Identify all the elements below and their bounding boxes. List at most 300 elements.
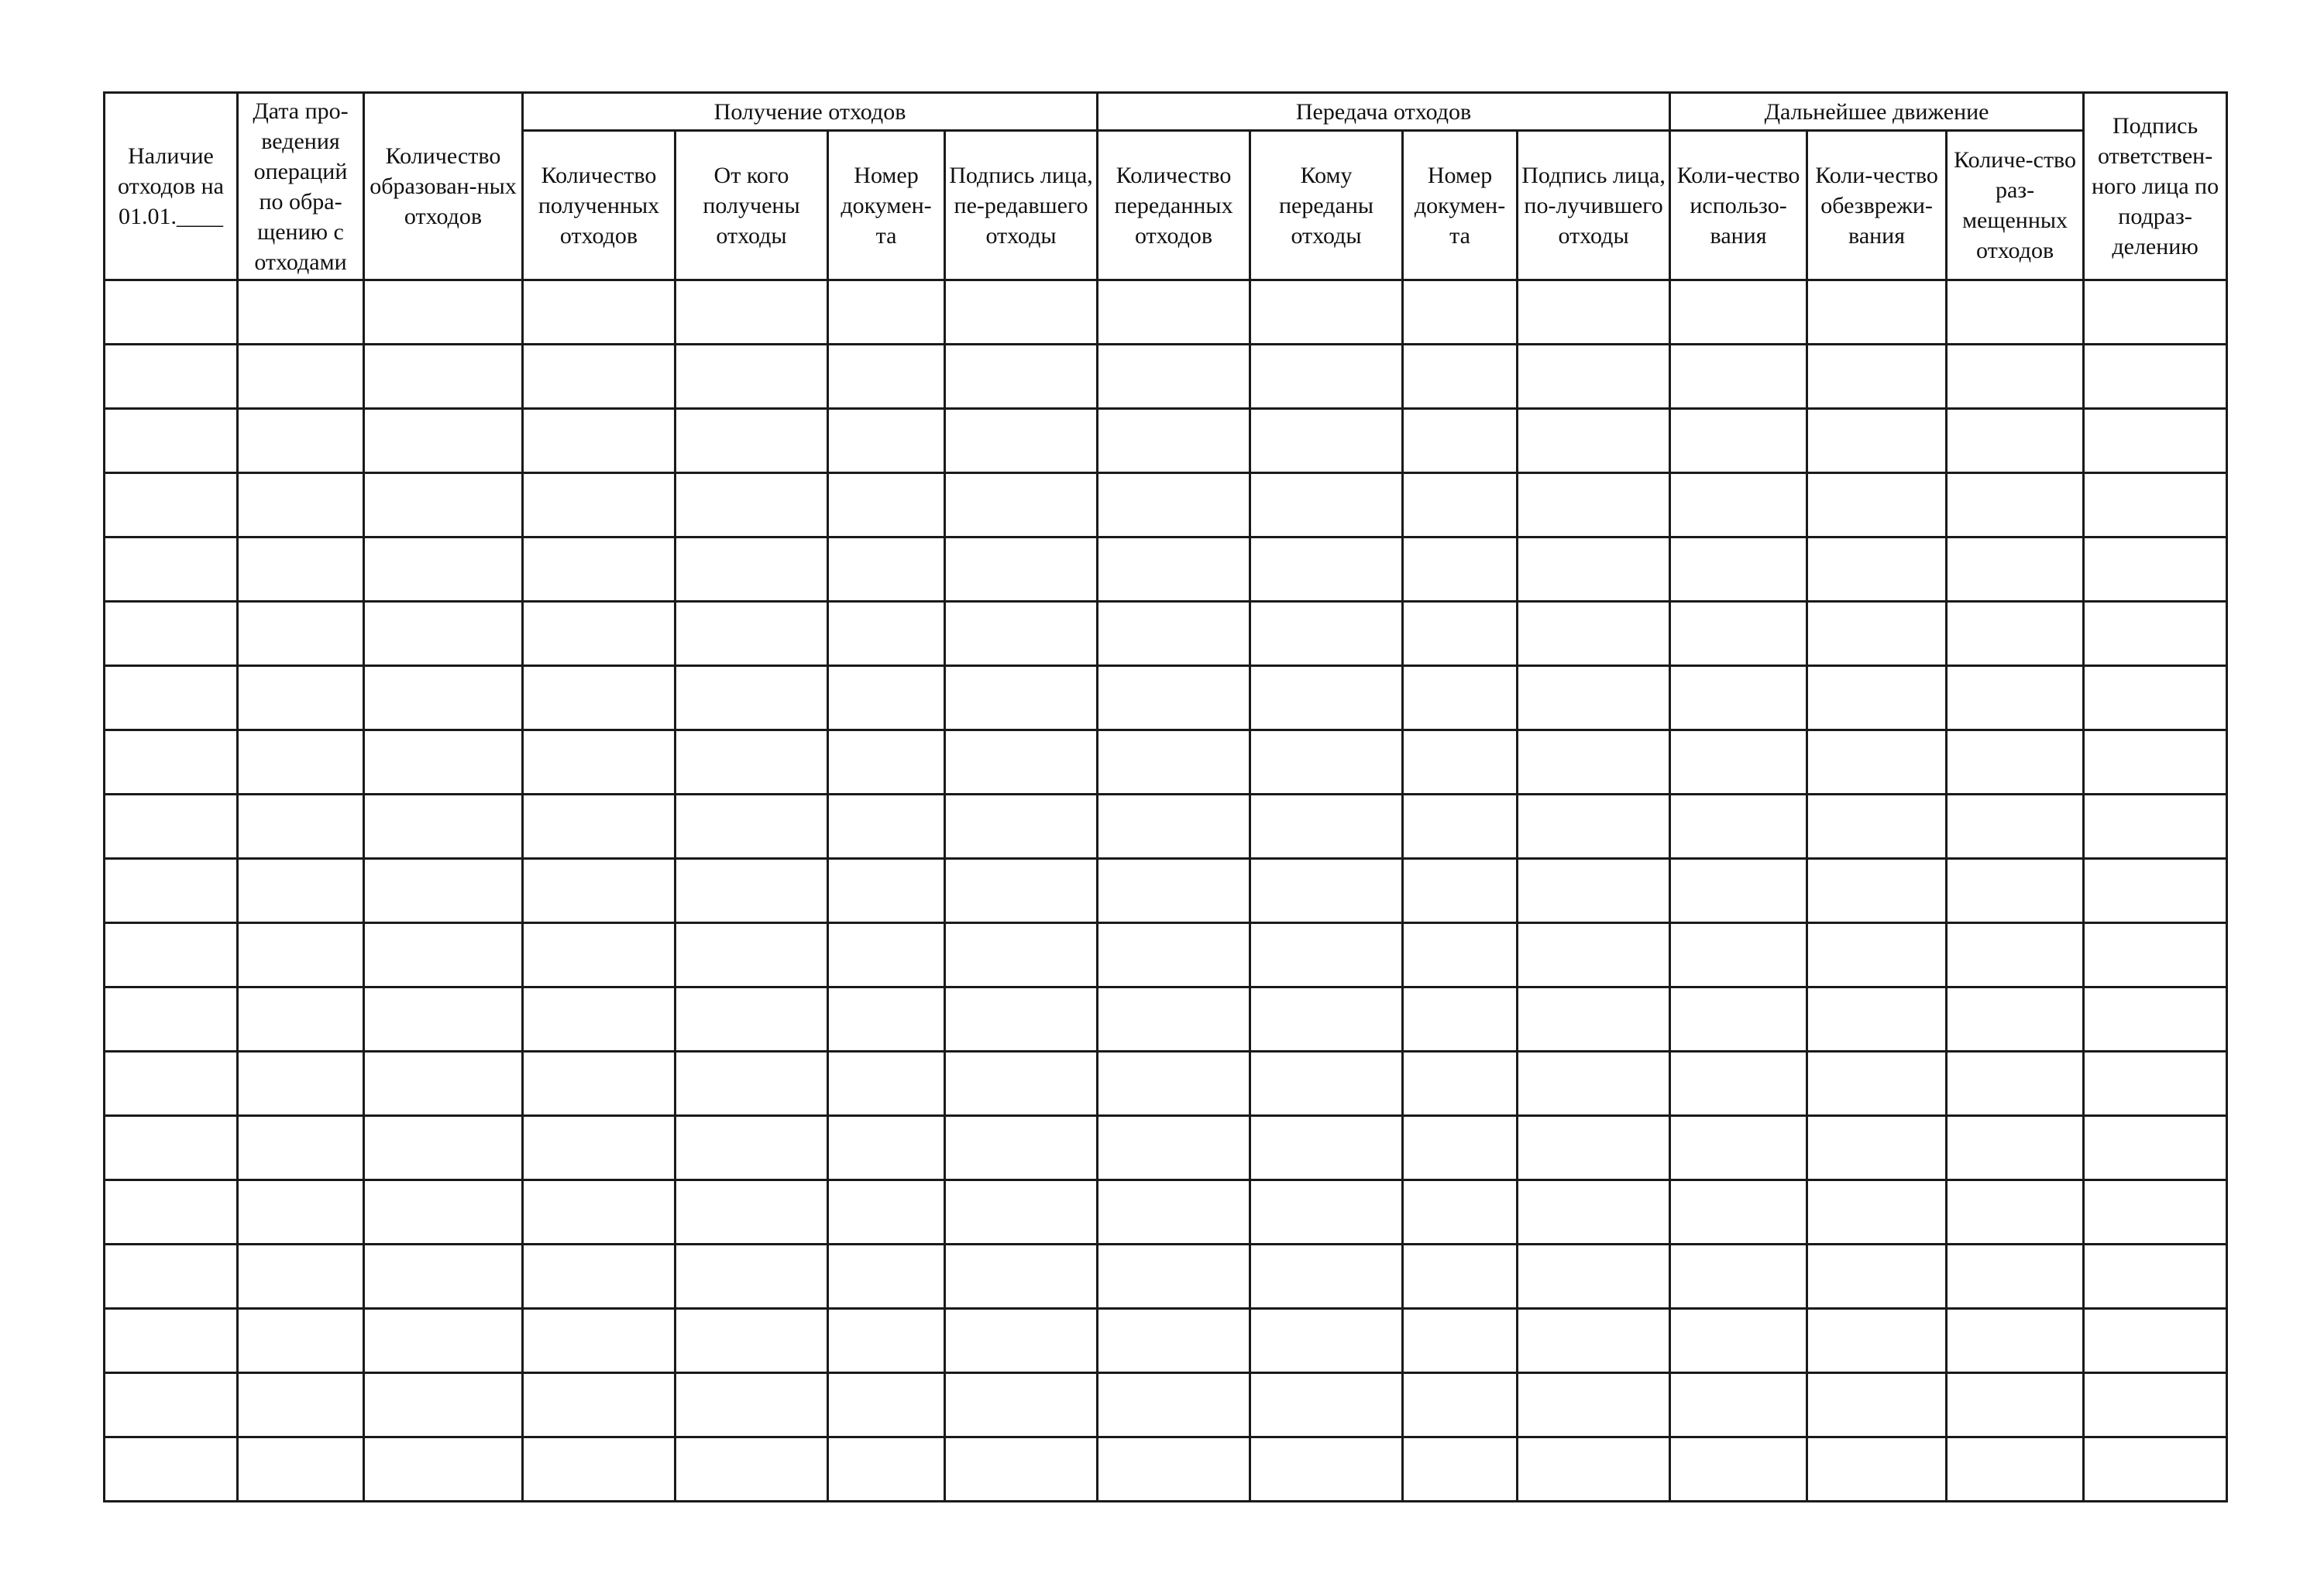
table-cell[interactable] — [1670, 602, 1807, 666]
table-cell[interactable] — [828, 859, 945, 923]
table-cell[interactable] — [1670, 345, 1807, 409]
table-cell[interactable] — [945, 987, 1098, 1052]
table-cell[interactable] — [1670, 1437, 1807, 1502]
table-cell[interactable] — [945, 666, 1098, 730]
table-cell[interactable] — [105, 795, 238, 859]
table-cell[interactable] — [1403, 602, 1518, 666]
table-cell[interactable] — [1250, 1052, 1403, 1116]
table-cell[interactable] — [1670, 1245, 1807, 1309]
table-cell[interactable] — [1518, 1180, 1670, 1245]
table-cell[interactable] — [105, 1309, 238, 1373]
table-cell[interactable] — [828, 1437, 945, 1502]
table-cell[interactable] — [1098, 1437, 1250, 1502]
table-cell[interactable] — [1670, 859, 1807, 923]
table-cell[interactable] — [1250, 280, 1403, 345]
table-cell[interactable] — [1518, 602, 1670, 666]
table-cell[interactable] — [238, 1373, 364, 1437]
table-row — [105, 1180, 2227, 1245]
table-cell[interactable] — [1807, 280, 1947, 345]
table-cell[interactable] — [1947, 666, 2084, 730]
table-cell[interactable] — [238, 923, 364, 987]
table-cell[interactable] — [523, 1437, 676, 1502]
table-cell[interactable] — [676, 1437, 828, 1502]
table-cell[interactable] — [1947, 987, 2084, 1052]
table-cell[interactable] — [1670, 1052, 1807, 1116]
table-cell[interactable] — [523, 1116, 676, 1180]
table-cell[interactable] — [1250, 1116, 1403, 1180]
table-cell[interactable] — [1670, 795, 1807, 859]
table-cell[interactable] — [105, 1180, 238, 1245]
table-cell[interactable] — [676, 987, 828, 1052]
table-cell[interactable] — [828, 1116, 945, 1180]
table-cell[interactable] — [1807, 409, 1947, 473]
table-cell[interactable] — [1518, 1437, 1670, 1502]
table-cell[interactable] — [1250, 666, 1403, 730]
table-cell[interactable] — [945, 1245, 1098, 1309]
table-cell[interactable] — [828, 730, 945, 795]
table-cell[interactable] — [2084, 987, 2227, 1052]
table-cell[interactable] — [1670, 923, 1807, 987]
table-cell[interactable] — [105, 473, 238, 537]
table-cell[interactable] — [1098, 1180, 1250, 1245]
table-cell[interactable] — [523, 1052, 676, 1116]
header-receipt-signature-label: Подпись лица, пе-редавшего отходы — [949, 162, 1093, 249]
table-cell[interactable] — [945, 409, 1098, 473]
table-cell[interactable] — [523, 602, 676, 666]
table-cell[interactable] — [1807, 537, 1947, 602]
table-cell[interactable] — [238, 537, 364, 602]
table-cell[interactable] — [828, 1309, 945, 1373]
table-cell[interactable] — [238, 987, 364, 1052]
table-cell[interactable] — [238, 345, 364, 409]
table-cell[interactable] — [1518, 730, 1670, 795]
table-cell[interactable] — [523, 795, 676, 859]
table-cell[interactable] — [2084, 923, 2227, 987]
table-cell[interactable] — [1670, 1116, 1807, 1180]
table-cell[interactable] — [1098, 795, 1250, 859]
table-cell[interactable] — [1098, 923, 1250, 987]
table-cell[interactable] — [238, 409, 364, 473]
table-cell[interactable] — [1098, 473, 1250, 537]
table-cell[interactable] — [364, 1116, 523, 1180]
table-cell[interactable] — [364, 473, 523, 537]
header-balance-label: Наличие отходов на 01.01.____ — [117, 143, 224, 229]
table-cell[interactable] — [1518, 859, 1670, 923]
table-cell[interactable] — [1403, 345, 1518, 409]
table-cell[interactable] — [1807, 987, 1947, 1052]
table-cell[interactable] — [676, 666, 828, 730]
table-cell[interactable] — [1670, 1180, 1807, 1245]
table-cell[interactable] — [1947, 280, 2084, 345]
table-cell[interactable] — [1670, 987, 1807, 1052]
table-cell[interactable] — [1670, 1373, 1807, 1437]
table-cell[interactable] — [1518, 409, 1670, 473]
table-cell[interactable] — [1403, 1116, 1518, 1180]
table-cell[interactable] — [2084, 795, 2227, 859]
table-cell[interactable] — [1947, 345, 2084, 409]
table-cell[interactable] — [364, 280, 523, 345]
table-cell[interactable] — [828, 280, 945, 345]
table-cell[interactable] — [523, 923, 676, 987]
table-cell[interactable] — [1670, 537, 1807, 602]
table-cell[interactable] — [1518, 280, 1670, 345]
table-cell[interactable] — [238, 1437, 364, 1502]
table-cell[interactable] — [1250, 1373, 1403, 1437]
table-cell[interactable] — [364, 409, 523, 473]
table-cell[interactable] — [1947, 473, 2084, 537]
table-cell[interactable] — [1098, 602, 1250, 666]
table-cell[interactable] — [523, 280, 676, 345]
table-cell[interactable] — [523, 1180, 676, 1245]
table-cell[interactable] — [238, 1309, 364, 1373]
table-cell[interactable] — [2084, 473, 2227, 537]
table-cell[interactable] — [1250, 923, 1403, 987]
table-cell[interactable] — [828, 1180, 945, 1245]
table-cell[interactable] — [945, 859, 1098, 923]
table-cell[interactable] — [1250, 1309, 1403, 1373]
table-cell[interactable] — [676, 923, 828, 987]
table-cell[interactable] — [676, 1180, 828, 1245]
table-cell[interactable] — [238, 859, 364, 923]
table-cell[interactable] — [364, 1052, 523, 1116]
table-cell[interactable] — [1403, 987, 1518, 1052]
table-cell[interactable] — [364, 345, 523, 409]
table-cell[interactable] — [523, 1309, 676, 1373]
table-cell[interactable] — [1518, 345, 1670, 409]
table-cell[interactable] — [105, 1116, 238, 1180]
table-cell[interactable] — [1098, 666, 1250, 730]
table-cell[interactable] — [1098, 409, 1250, 473]
table-cell[interactable] — [1807, 1116, 1947, 1180]
table-cell[interactable] — [2084, 730, 2227, 795]
table-cell[interactable] — [523, 666, 676, 730]
table-cell[interactable] — [2084, 345, 2227, 409]
table-cell[interactable] — [1807, 1245, 1947, 1309]
table-cell[interactable] — [945, 1180, 1098, 1245]
table-cell[interactable] — [1807, 666, 1947, 730]
table-cell[interactable] — [2084, 537, 2227, 602]
table-cell[interactable] — [1518, 987, 1670, 1052]
table-cell[interactable] — [364, 987, 523, 1052]
table-cell[interactable] — [1807, 1180, 1947, 1245]
table-cell[interactable] — [1807, 602, 1947, 666]
table-cell[interactable] — [1403, 795, 1518, 859]
table-cell[interactable] — [828, 987, 945, 1052]
table-cell[interactable] — [1250, 795, 1403, 859]
table-cell[interactable] — [1403, 730, 1518, 795]
table-cell[interactable] — [2084, 1437, 2227, 1502]
table-cell[interactable] — [1250, 1245, 1403, 1309]
table-cell[interactable] — [676, 345, 828, 409]
table-cell[interactable] — [828, 1052, 945, 1116]
table-cell[interactable] — [1947, 923, 2084, 987]
table-cell[interactable] — [364, 795, 523, 859]
header-transfer-to-label: Кому переданы отходы — [1278, 162, 1374, 249]
table-cell[interactable] — [1403, 1309, 1518, 1373]
table-cell[interactable] — [2084, 1245, 2227, 1309]
table-cell[interactable] — [1403, 923, 1518, 987]
table-cell[interactable] — [1947, 1373, 2084, 1437]
header-transfer-signature — [1518, 131, 1670, 280]
table-cell[interactable] — [945, 1309, 1098, 1373]
table-cell[interactable] — [676, 1245, 828, 1309]
table-cell[interactable] — [676, 409, 828, 473]
table-cell[interactable] — [523, 859, 676, 923]
table-cell[interactable] — [1670, 473, 1807, 537]
table-cell[interactable] — [1250, 987, 1403, 1052]
table-cell[interactable] — [105, 987, 238, 1052]
table-cell[interactable] — [364, 1437, 523, 1502]
table-cell[interactable] — [364, 1309, 523, 1373]
table-cell[interactable] — [945, 280, 1098, 345]
table-cell[interactable] — [105, 1052, 238, 1116]
header-row-top — [105, 93, 2227, 131]
header-date-label: Дата про-ведения операций по обра-щению с отходами — [253, 98, 349, 275]
table-cell[interactable] — [238, 666, 364, 730]
table-cell[interactable] — [828, 537, 945, 602]
table-cell[interactable] — [1518, 537, 1670, 602]
table-cell[interactable] — [676, 1309, 828, 1373]
table-cell[interactable] — [1807, 859, 1947, 923]
table-cell[interactable] — [1670, 666, 1807, 730]
table-cell[interactable] — [105, 1373, 238, 1437]
table-cell[interactable] — [945, 1116, 1098, 1180]
table-cell[interactable] — [364, 730, 523, 795]
table-cell[interactable] — [1250, 1437, 1403, 1502]
table-cell[interactable] — [523, 473, 676, 537]
table-cell[interactable] — [1098, 1373, 1250, 1437]
table-cell[interactable] — [1807, 923, 1947, 987]
table-cell[interactable] — [1807, 345, 1947, 409]
table-cell[interactable] — [523, 1245, 676, 1309]
table-cell[interactable] — [1250, 537, 1403, 602]
table-cell[interactable] — [1098, 987, 1250, 1052]
table-cell[interactable] — [676, 795, 828, 859]
table-cell[interactable] — [1098, 280, 1250, 345]
table-cell[interactable] — [1947, 730, 2084, 795]
table-cell[interactable] — [1250, 602, 1403, 666]
table-cell[interactable] — [1250, 859, 1403, 923]
table-cell[interactable] — [105, 923, 238, 987]
table-cell[interactable] — [238, 1116, 364, 1180]
table-cell[interactable] — [105, 1437, 238, 1502]
table-cell[interactable] — [523, 730, 676, 795]
table-cell[interactable] — [1947, 1309, 2084, 1373]
table-cell[interactable] — [1098, 1116, 1250, 1180]
table-cell[interactable] — [105, 859, 238, 923]
table-row — [105, 730, 2227, 795]
table-cell[interactable] — [1403, 280, 1518, 345]
table-cell[interactable] — [238, 1052, 364, 1116]
table-cell[interactable] — [828, 473, 945, 537]
table-cell[interactable] — [1947, 1245, 2084, 1309]
table-cell[interactable] — [105, 537, 238, 602]
table-cell[interactable] — [945, 730, 1098, 795]
header-receipt-from — [676, 131, 828, 280]
table-cell[interactable] — [828, 345, 945, 409]
table-cell[interactable] — [828, 409, 945, 473]
header-responsible-label: Подпись ответствен-ного лица по подраз-делению — [2092, 113, 2219, 259]
table-cell[interactable] — [1403, 1245, 1518, 1309]
table-cell[interactable] — [2084, 1116, 2227, 1180]
table-cell[interactable] — [1947, 537, 2084, 602]
table-cell[interactable] — [238, 473, 364, 537]
table-cell[interactable] — [1098, 537, 1250, 602]
table-cell[interactable] — [238, 795, 364, 859]
table-cell[interactable] — [105, 280, 238, 345]
table-cell[interactable] — [676, 602, 828, 666]
header-group-transfer-label: Передача отходов — [1295, 98, 1472, 125]
table-cell[interactable] — [945, 795, 1098, 859]
table-cell[interactable] — [364, 1180, 523, 1245]
table-cell[interactable] — [105, 409, 238, 473]
table-cell[interactable] — [2084, 1052, 2227, 1116]
table-cell[interactable] — [945, 923, 1098, 987]
table-cell[interactable] — [364, 859, 523, 923]
table-cell[interactable] — [1250, 1180, 1403, 1245]
table-cell[interactable] — [1403, 473, 1518, 537]
header-receipt-quantity-label: Количество полученных отходов — [538, 162, 660, 249]
table-cell[interactable] — [105, 666, 238, 730]
table-cell[interactable] — [1807, 1437, 1947, 1502]
table-cell[interactable] — [1947, 1437, 2084, 1502]
table-cell[interactable] — [676, 537, 828, 602]
table-cell[interactable] — [1947, 409, 2084, 473]
table-cell[interactable] — [828, 923, 945, 987]
table-cell[interactable] — [1403, 859, 1518, 923]
table-cell[interactable] — [1947, 1052, 2084, 1116]
table-cell[interactable] — [2084, 1309, 2227, 1373]
table-cell[interactable] — [1807, 473, 1947, 537]
table-cell[interactable] — [523, 987, 676, 1052]
table-cell[interactable] — [1518, 473, 1670, 537]
table-cell[interactable] — [238, 602, 364, 666]
table-cell[interactable] — [1807, 730, 1947, 795]
table-cell[interactable] — [1250, 473, 1403, 537]
table-cell[interactable] — [1403, 666, 1518, 730]
table-cell[interactable] — [828, 795, 945, 859]
table-cell[interactable] — [1670, 280, 1807, 345]
table-cell[interactable] — [945, 473, 1098, 537]
table-cell[interactable] — [105, 602, 238, 666]
table-cell[interactable] — [523, 537, 676, 602]
table-cell[interactable] — [1947, 1180, 2084, 1245]
header-group-movement-label: Дальнейшее движение — [1764, 98, 1989, 125]
table-cell[interactable] — [105, 345, 238, 409]
table-cell[interactable] — [523, 345, 676, 409]
table-cell[interactable] — [2084, 666, 2227, 730]
table-cell[interactable] — [945, 345, 1098, 409]
table-cell[interactable] — [2084, 1180, 2227, 1245]
table-cell[interactable] — [364, 923, 523, 987]
table-cell[interactable] — [1807, 795, 1947, 859]
table-cell[interactable] — [1518, 1373, 1670, 1437]
table-cell[interactable] — [1518, 666, 1670, 730]
table-cell[interactable] — [1947, 795, 2084, 859]
table-cell[interactable] — [1403, 1052, 1518, 1116]
table-cell[interactable] — [828, 666, 945, 730]
table-cell[interactable] — [1250, 345, 1403, 409]
table-cell[interactable] — [1403, 1437, 1518, 1502]
table-cell[interactable] — [364, 537, 523, 602]
table-cell[interactable] — [828, 1245, 945, 1309]
table-cell[interactable] — [2084, 280, 2227, 345]
table-cell[interactable] — [105, 730, 238, 795]
table-cell[interactable] — [1098, 1309, 1250, 1373]
table-cell[interactable] — [1518, 923, 1670, 987]
table-cell[interactable] — [238, 730, 364, 795]
table-cell[interactable] — [1807, 1052, 1947, 1116]
table-cell[interactable] — [2084, 409, 2227, 473]
table-cell[interactable] — [945, 1052, 1098, 1116]
table-cell[interactable] — [1098, 345, 1250, 409]
table-cell[interactable] — [364, 1245, 523, 1309]
header-movement-use — [1670, 131, 1807, 280]
table-cell[interactable] — [1518, 1052, 1670, 1116]
table-cell[interactable] — [1807, 1309, 1947, 1373]
table-cell[interactable] — [1947, 859, 2084, 923]
table-cell[interactable] — [1098, 730, 1250, 795]
table-cell[interactable] — [1403, 537, 1518, 602]
table-cell[interactable] — [1670, 730, 1807, 795]
table-cell[interactable] — [1403, 1373, 1518, 1437]
table-cell[interactable] — [945, 537, 1098, 602]
table-cell[interactable] — [238, 1180, 364, 1245]
table-cell[interactable] — [1098, 1245, 1250, 1309]
table-cell[interactable] — [1518, 1116, 1670, 1180]
table-cell[interactable] — [1947, 1116, 2084, 1180]
table-cell[interactable] — [238, 280, 364, 345]
table-cell[interactable] — [523, 409, 676, 473]
table-cell[interactable] — [1403, 1180, 1518, 1245]
table-cell[interactable] — [676, 859, 828, 923]
table-cell[interactable] — [2084, 859, 2227, 923]
table-cell[interactable] — [676, 1373, 828, 1437]
table-cell[interactable] — [676, 280, 828, 345]
table-cell[interactable] — [676, 730, 828, 795]
table-cell[interactable] — [828, 1373, 945, 1437]
table-cell[interactable] — [364, 602, 523, 666]
table-cell[interactable] — [1947, 602, 2084, 666]
table-cell[interactable] — [945, 1373, 1098, 1437]
table-cell[interactable] — [364, 1373, 523, 1437]
table-cell[interactable] — [676, 1116, 828, 1180]
table-cell[interactable] — [1098, 1052, 1250, 1116]
table-cell[interactable] — [1518, 1245, 1670, 1309]
table-cell[interactable] — [945, 1437, 1098, 1502]
table-cell[interactable] — [1807, 1373, 1947, 1437]
table-cell[interactable] — [676, 1052, 828, 1116]
table-cell[interactable] — [2084, 1373, 2227, 1437]
table-cell[interactable] — [1670, 1309, 1807, 1373]
table-cell[interactable] — [1250, 730, 1403, 795]
table-cell[interactable] — [1403, 409, 1518, 473]
table-cell[interactable] — [523, 1373, 676, 1437]
table-cell[interactable] — [1518, 795, 1670, 859]
table-cell[interactable] — [238, 1245, 364, 1309]
table-cell[interactable] — [364, 666, 523, 730]
table-cell[interactable] — [2084, 602, 2227, 666]
table-row — [105, 602, 2227, 666]
table-cell[interactable] — [676, 473, 828, 537]
table-cell[interactable] — [828, 602, 945, 666]
table-cell[interactable] — [1098, 859, 1250, 923]
table-cell[interactable] — [1518, 1309, 1670, 1373]
table-cell[interactable] — [105, 1245, 238, 1309]
table-cell[interactable] — [1670, 409, 1807, 473]
table-cell[interactable] — [1250, 409, 1403, 473]
table-cell[interactable] — [945, 602, 1098, 666]
